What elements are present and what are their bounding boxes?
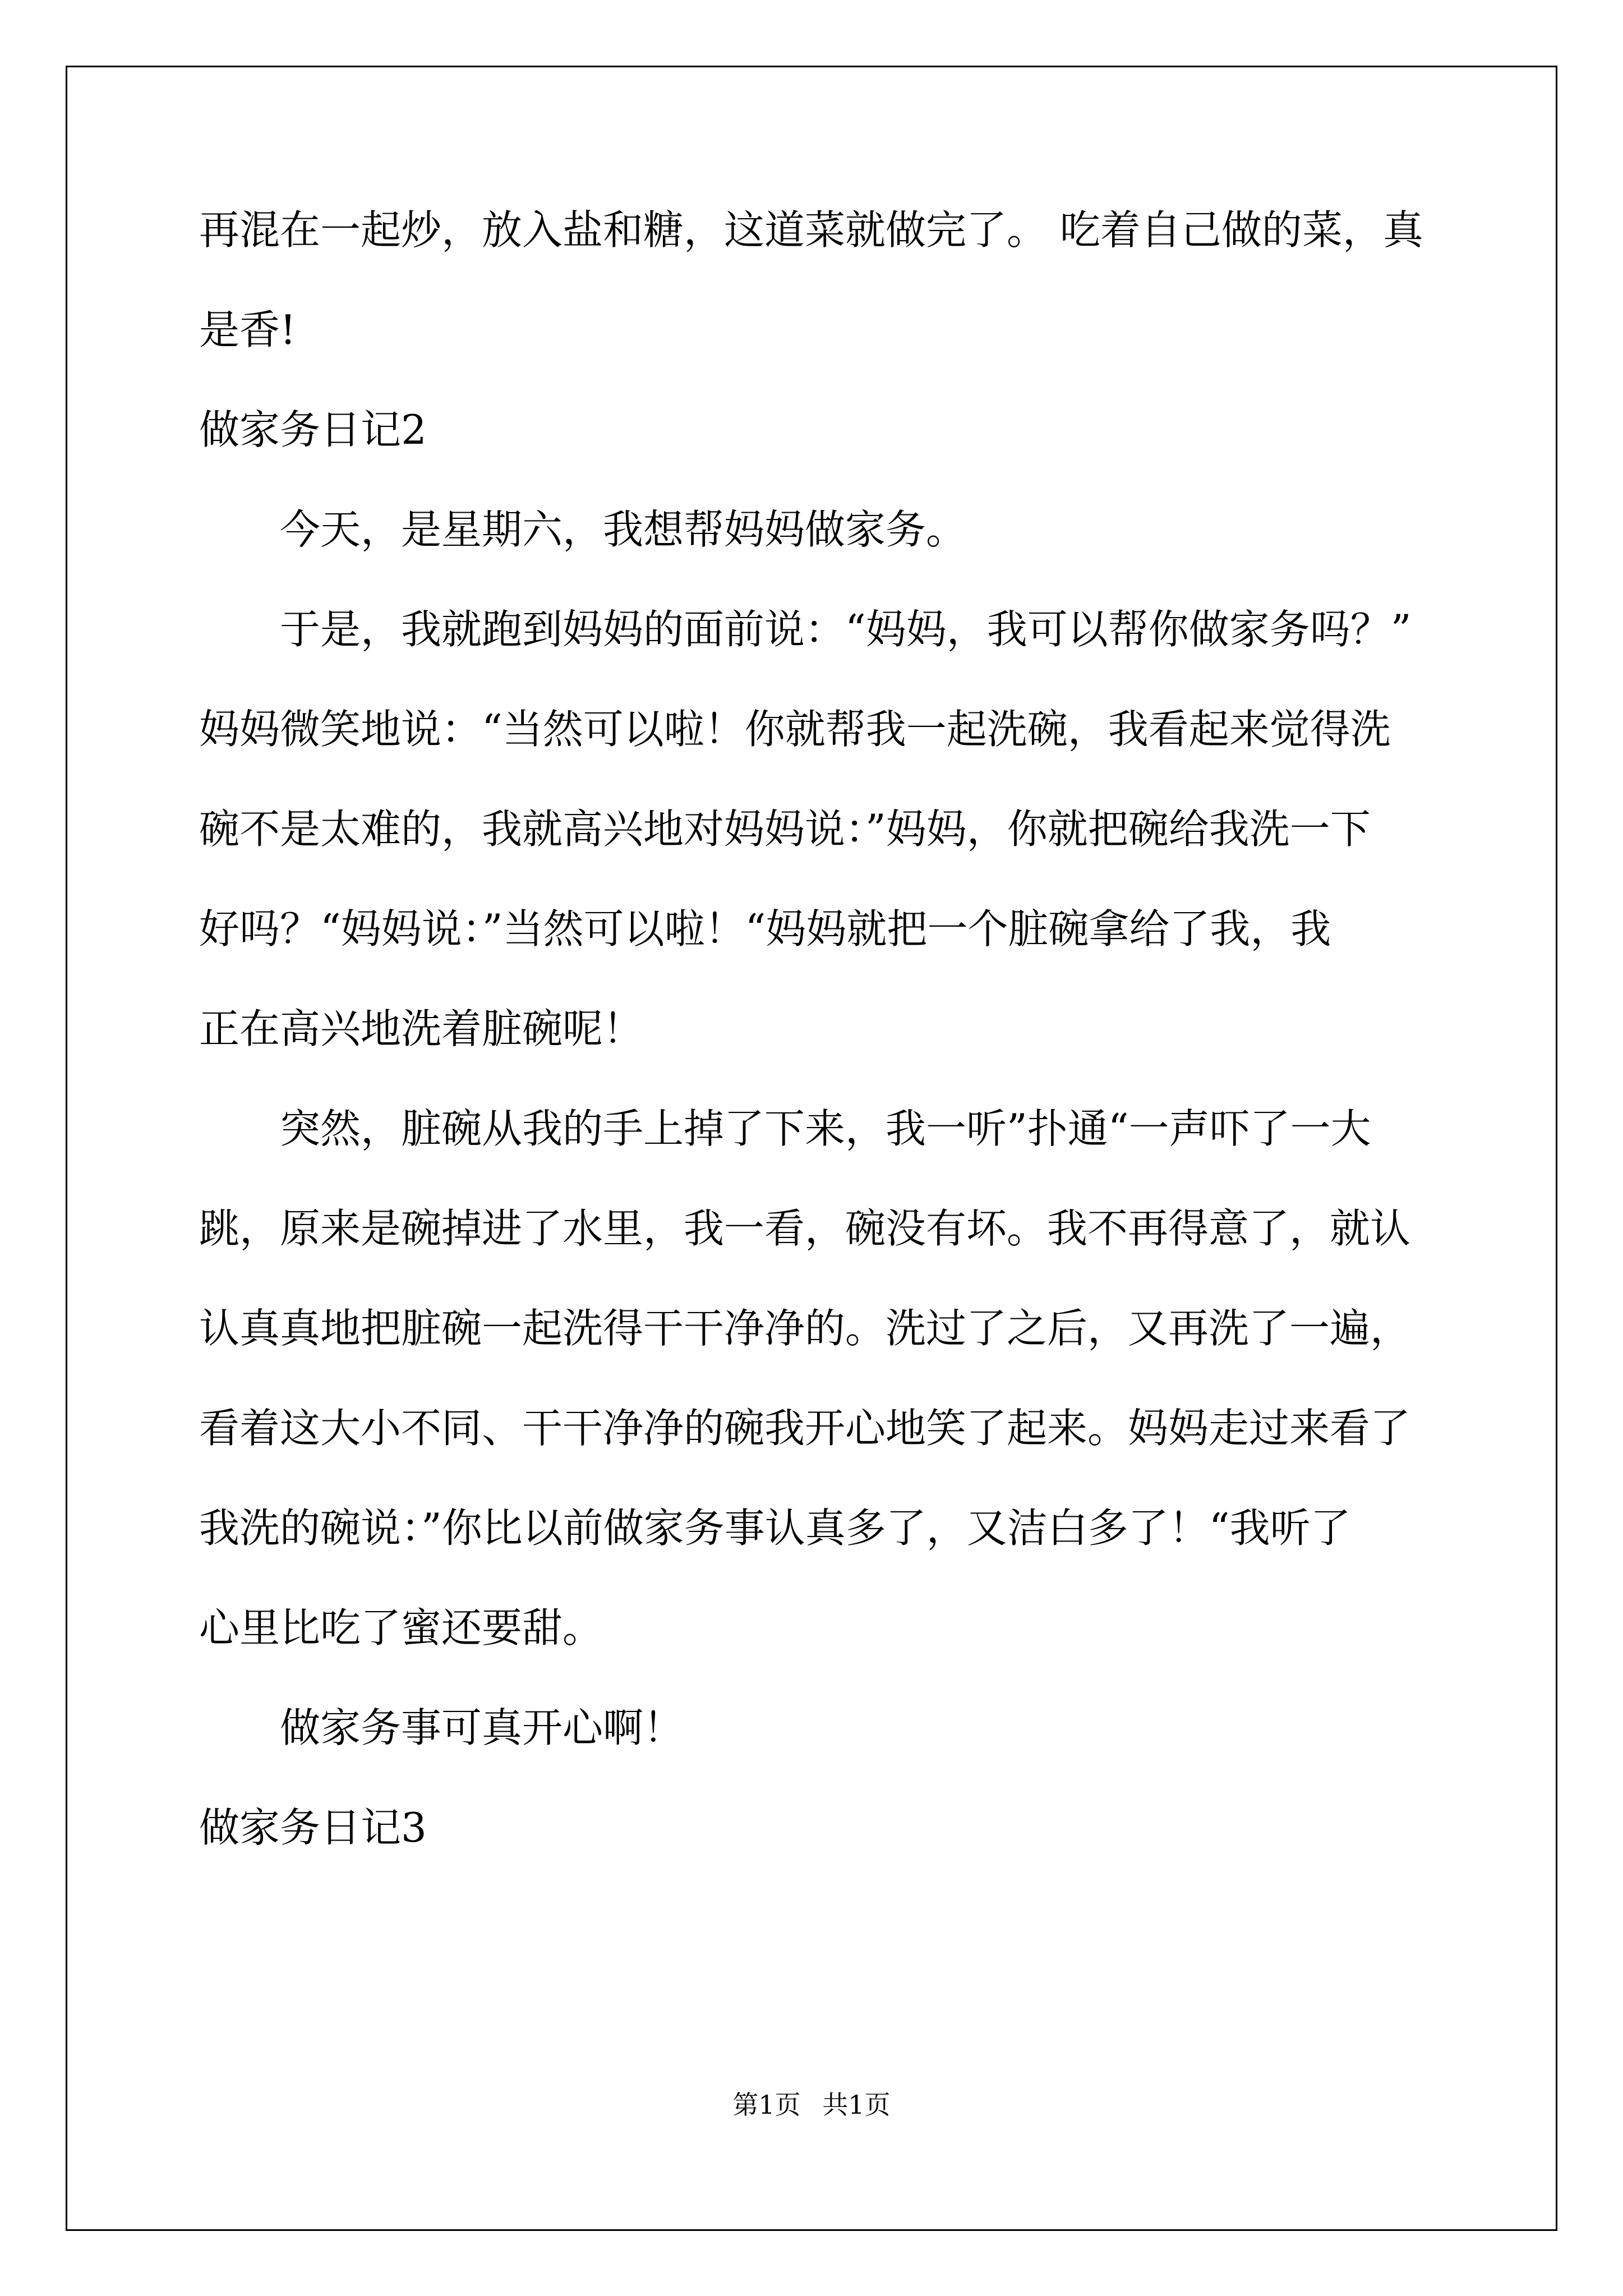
text-line: 我洗的碗说：”你比以前做家务事认真多了，又洁白多了！“我听了 — [199, 1504, 1351, 1552]
text-line: 妈妈微笑地说：“当然可以啦！你就帮我一起洗碗，我看起来觉得洗 — [199, 706, 1391, 753]
text-line: 是香! — [199, 306, 296, 353]
section-heading: 做家务日记2 — [199, 406, 427, 453]
text-line: 碗不是太难的，我就高兴地对妈妈说：”妈妈，你就把碗给我洗一下 — [199, 806, 1371, 853]
text-line: 做家务事可真开心啊！ — [199, 1704, 684, 1751]
section-heading: 做家务日记3 — [199, 1804, 427, 1851]
page-footer — [0, 2088, 1623, 2122]
text-line: 再混在一起炒，放入盐和糖，这道菜就做完了。 吃着自己做的菜，真 — [199, 206, 1423, 254]
text-line: 心里比吃了蜜还要甜。 — [199, 1604, 603, 1651]
text-line: 于是，我就跑到妈妈的面前说：“妈妈，我可以帮你做家务吗？” — [199, 606, 1412, 653]
page-total: 共1页 — [822, 2090, 891, 2120]
text-line: 好吗？“妈妈说：”当然可以啦！“妈妈就把一个脏碗拿给了我，我 — [199, 905, 1331, 953]
text-line: 看着这大小不同、干干净净的碗我开心地笑了起来。妈妈走过来看了 — [199, 1405, 1411, 1452]
text-line: 认真真地把脏碗一起洗得干干净净的。洗过了之后，又再洗了一遍， — [199, 1305, 1411, 1352]
text-line: 正在高兴地洗着脏碗呢！ — [199, 1005, 644, 1052]
page-number: 第1页 — [732, 2090, 801, 2120]
text-line: 突然，脏碗从我的手上掉了下来，我一听”扑通“一声吓了一大 — [199, 1105, 1371, 1152]
text-line: 今天，是星期六，我想帮妈妈做家务。 — [199, 506, 967, 553]
text-line: 跳，原来是碗掉进了水里，我一看，碗没有坏。我不再得意了，就认 — [199, 1205, 1411, 1252]
